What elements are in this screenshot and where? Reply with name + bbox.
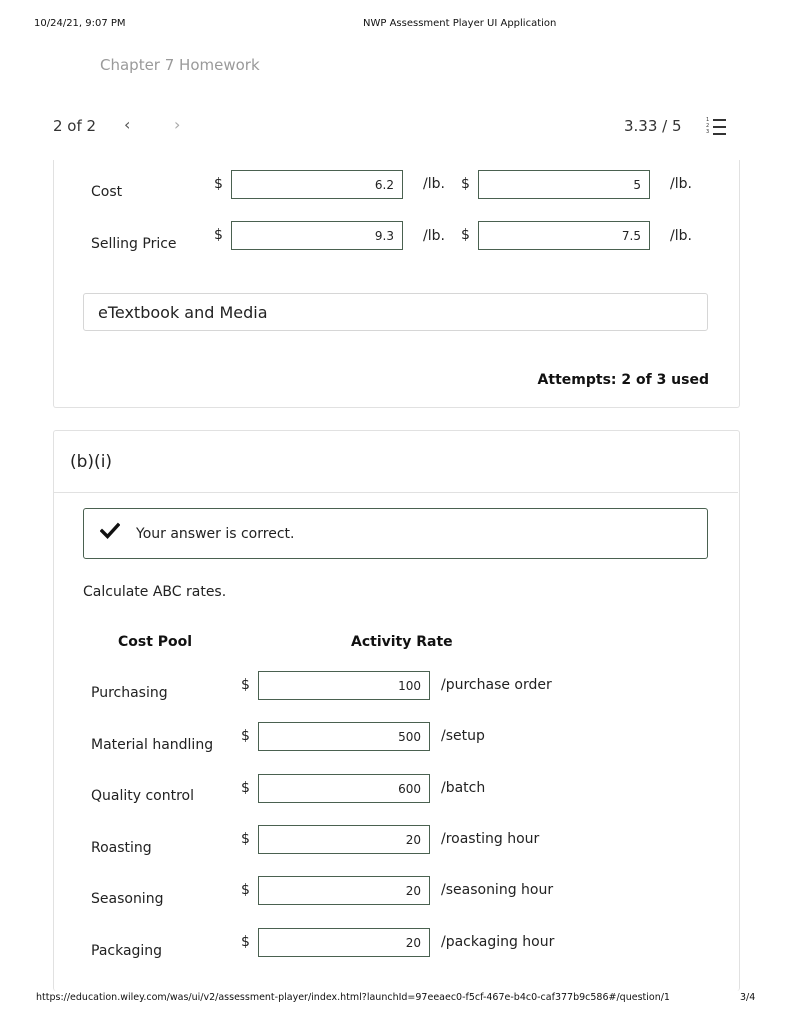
currency-symbol: $ (241, 728, 250, 744)
activity-rate-input[interactable]: 20 (258, 825, 430, 854)
cost-input-1[interactable]: 6.2 (231, 170, 403, 199)
cost-pool-label: Seasoning (91, 891, 164, 907)
activity-rate-header: Activity Rate (351, 634, 453, 650)
currency-symbol: $ (461, 176, 470, 192)
instruction-text: Calculate ABC rates. (83, 584, 227, 600)
cost-input-2[interactable]: 5 (478, 170, 650, 199)
feedback-text: Your answer is correct. (136, 526, 295, 542)
rate-unit-label: /purchase order (441, 677, 552, 693)
currency-symbol: $ (214, 176, 223, 192)
activity-rate-input[interactable]: 20 (258, 928, 430, 957)
list-number: 1 (706, 117, 710, 123)
next-question-icon[interactable]: › (174, 115, 181, 134)
selling-price-input-2[interactable]: 7.5 (478, 221, 650, 250)
activity-rate-input[interactable]: 100 (258, 671, 430, 700)
score: 3.33 / 5 (624, 117, 682, 135)
rate-unit-label: /seasoning hour (441, 882, 554, 898)
activity-rate-input[interactable]: 500 (258, 722, 430, 751)
divider (54, 492, 738, 493)
cost-pool-label: Roasting (91, 840, 152, 856)
print-datetime: 10/24/21, 9:07 PM (34, 18, 126, 29)
rate-unit-label: /roasting hour (441, 831, 540, 847)
print-url: https://education.wiley.com/was/ui/v2/assessment-player/index.html?launchId=97eeaec0-f5cf-467e-b4c0-caf377b9c586#/question/1 (36, 992, 670, 1003)
list-number: 2 (706, 123, 710, 129)
currency-symbol: $ (241, 780, 250, 796)
activity-rate-input[interactable]: 20 (258, 876, 430, 905)
unit-label: /lb. (670, 228, 692, 244)
cost-pool-label: Purchasing (91, 685, 168, 701)
attempts-status: Attempts: 2 of 3 used (537, 372, 709, 388)
chapter-title: Chapter 7 Homework (100, 56, 260, 74)
currency-symbol: $ (241, 831, 250, 847)
activity-rate-input[interactable]: 600 (258, 774, 430, 803)
cost-pool-label: Packaging (91, 943, 163, 959)
cost-label: Cost (91, 184, 123, 200)
currency-symbol: $ (241, 677, 250, 693)
rate-unit-label: /packaging hour (441, 934, 555, 950)
currency-symbol: $ (461, 227, 470, 243)
unit-label: /lb. (423, 228, 445, 244)
currency-symbol: $ (214, 227, 223, 243)
currency-symbol: $ (241, 882, 250, 898)
checkmark-icon (100, 522, 120, 540)
cost-pool-label: Quality control (91, 788, 195, 804)
selling-price-label: Selling Price (91, 236, 177, 252)
selling-price-input-1[interactable]: 9.3 (231, 221, 403, 250)
list-number: 3 (706, 129, 710, 135)
currency-symbol: $ (241, 934, 250, 950)
cost-pool-header: Cost Pool (118, 634, 193, 650)
part-heading: (b)(i) (70, 452, 113, 472)
print-page-number: 3/4 (740, 992, 756, 1003)
cost-pool-label: Material handling (91, 737, 214, 753)
print-app-title: NWP Assessment Player UI Application (363, 18, 557, 29)
unit-label: /lb. (670, 176, 692, 192)
question-list-icon[interactable] (706, 118, 726, 136)
unit-label: /lb. (423, 176, 445, 192)
rate-unit-label: /setup (441, 728, 485, 744)
prev-question-icon[interactable]: ‹ (124, 115, 131, 134)
rate-unit-label: /batch (441, 780, 486, 796)
etextbook-media-button[interactable]: eTextbook and Media (83, 293, 708, 331)
question-position: 2 of 2 (53, 117, 97, 135)
